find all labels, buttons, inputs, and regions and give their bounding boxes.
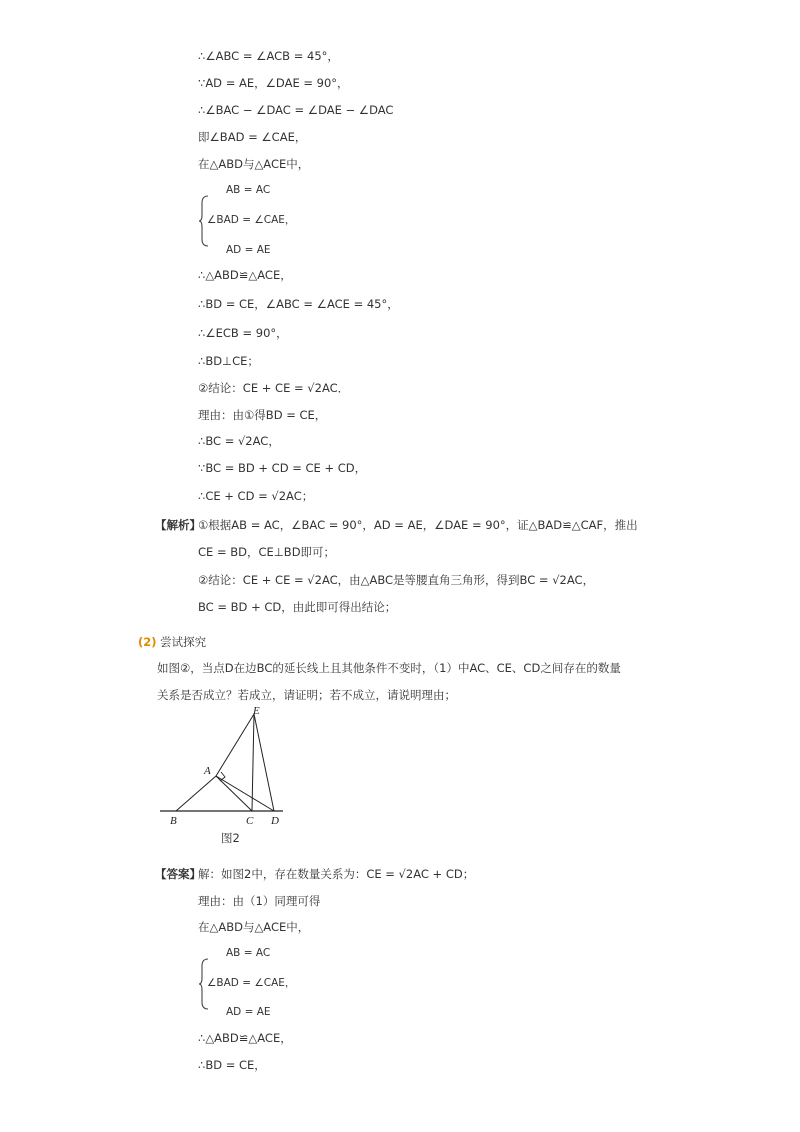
system2-ab-ac: AB = AC xyxy=(226,947,271,959)
question-number: (2) xyxy=(138,635,157,649)
question-title: 尝试探究 xyxy=(160,635,207,649)
segment-ad xyxy=(216,776,274,811)
analysis-line-1: ①根据AB = AC，∠BAC = 90°，AD = AE，∠DAE = 90°，证△BAD≌△CAF，推出 xyxy=(198,518,638,532)
segment-ec xyxy=(252,714,254,811)
analysis-line-2: CE = BD，CE⊥BD即可； xyxy=(198,545,336,559)
answer-tag: 【答案】 xyxy=(155,867,201,881)
question-2-text-2: 关系是否成立？若成立，请证明；若不成立，请说明理由； xyxy=(157,688,456,702)
line-bc: ∴BC = √2AC， xyxy=(198,434,280,448)
line-congruent: ∴△ABD≌△ACE， xyxy=(198,268,292,282)
line-bd-ce-2: ∴BD = CE， xyxy=(198,1058,266,1072)
label-b: B xyxy=(170,815,177,827)
figure-2 xyxy=(150,700,300,850)
line-ecb: ∴∠ECB = 90°， xyxy=(198,326,288,340)
system2-bad-cae: ∠BAD = ∠CAE， xyxy=(207,977,296,989)
line-reason: 理由：由①得BD = CE， xyxy=(198,408,327,422)
system1-bad-cae: ∠BAD = ∠CAE， xyxy=(207,214,296,226)
line-conclusion: ②结论：CE + CE = √2AC． xyxy=(198,381,350,395)
line-in-triangles: 在△ABD与△ACE中， xyxy=(198,157,310,171)
segment-ae xyxy=(216,714,254,776)
question-2-heading xyxy=(138,635,206,649)
system1-ad-ae: AD = AE xyxy=(226,244,271,256)
line-ce-cd: ∴CE + CD = √2AC； xyxy=(198,489,314,503)
segment-ed xyxy=(254,714,274,811)
line-congruent-2: ∴△ABD≌△ACE， xyxy=(198,1031,292,1045)
segment-ac xyxy=(216,776,252,811)
label-d: D xyxy=(271,815,279,827)
question-2-text-1: 如图②，当点D在边BC的延长线上且其他条件不变时，（1）中AC、CE、CD之间存在的数量 xyxy=(157,661,621,675)
answer-line-1: 解：如图2中，存在数量关系为：CE = √2AC + CD； xyxy=(198,867,475,881)
analysis-line-4: BC = BD + CD，由此即可得出结论； xyxy=(198,600,397,614)
answer-line-3: 在△ABD与△ACE中， xyxy=(198,920,310,934)
line-bd-ce: ∴BD = CE，∠ABC = ∠ACE = 45°， xyxy=(198,297,399,311)
label-a: A xyxy=(204,765,211,777)
analysis-tag: 【解析】 xyxy=(155,518,201,532)
analysis-line-3: ②结论：CE + CE = √2AC，由△ABC是等腰直角三角形，得到BC = √2AC， xyxy=(198,573,595,587)
line-bc-sum: ∵BC = BD + CD = CE + CD， xyxy=(198,461,367,475)
line-perp: ∴BD⊥CE； xyxy=(198,354,259,368)
figure-caption: 图2 xyxy=(221,831,240,845)
system1-ab-ac: AB = AC xyxy=(226,184,271,196)
line-angle-diff: ∴∠BAC − ∠DAC = ∠DAE − ∠DAC xyxy=(198,103,394,117)
line-angle-abc: ∴∠ABC = ∠ACB = 45°， xyxy=(198,49,339,63)
label-e: E xyxy=(253,705,260,717)
label-c: C xyxy=(246,815,254,827)
system2-ad-ae: AD = AE xyxy=(226,1006,271,1018)
segment-ba xyxy=(176,776,216,811)
answer-line-2: 理由：由（1）同理可得 xyxy=(198,894,321,908)
line-bad-cae: 即∠BAD = ∠CAE， xyxy=(198,130,307,144)
line-ad-ae: ∵AD = AE，∠DAE = 90°， xyxy=(198,76,349,90)
